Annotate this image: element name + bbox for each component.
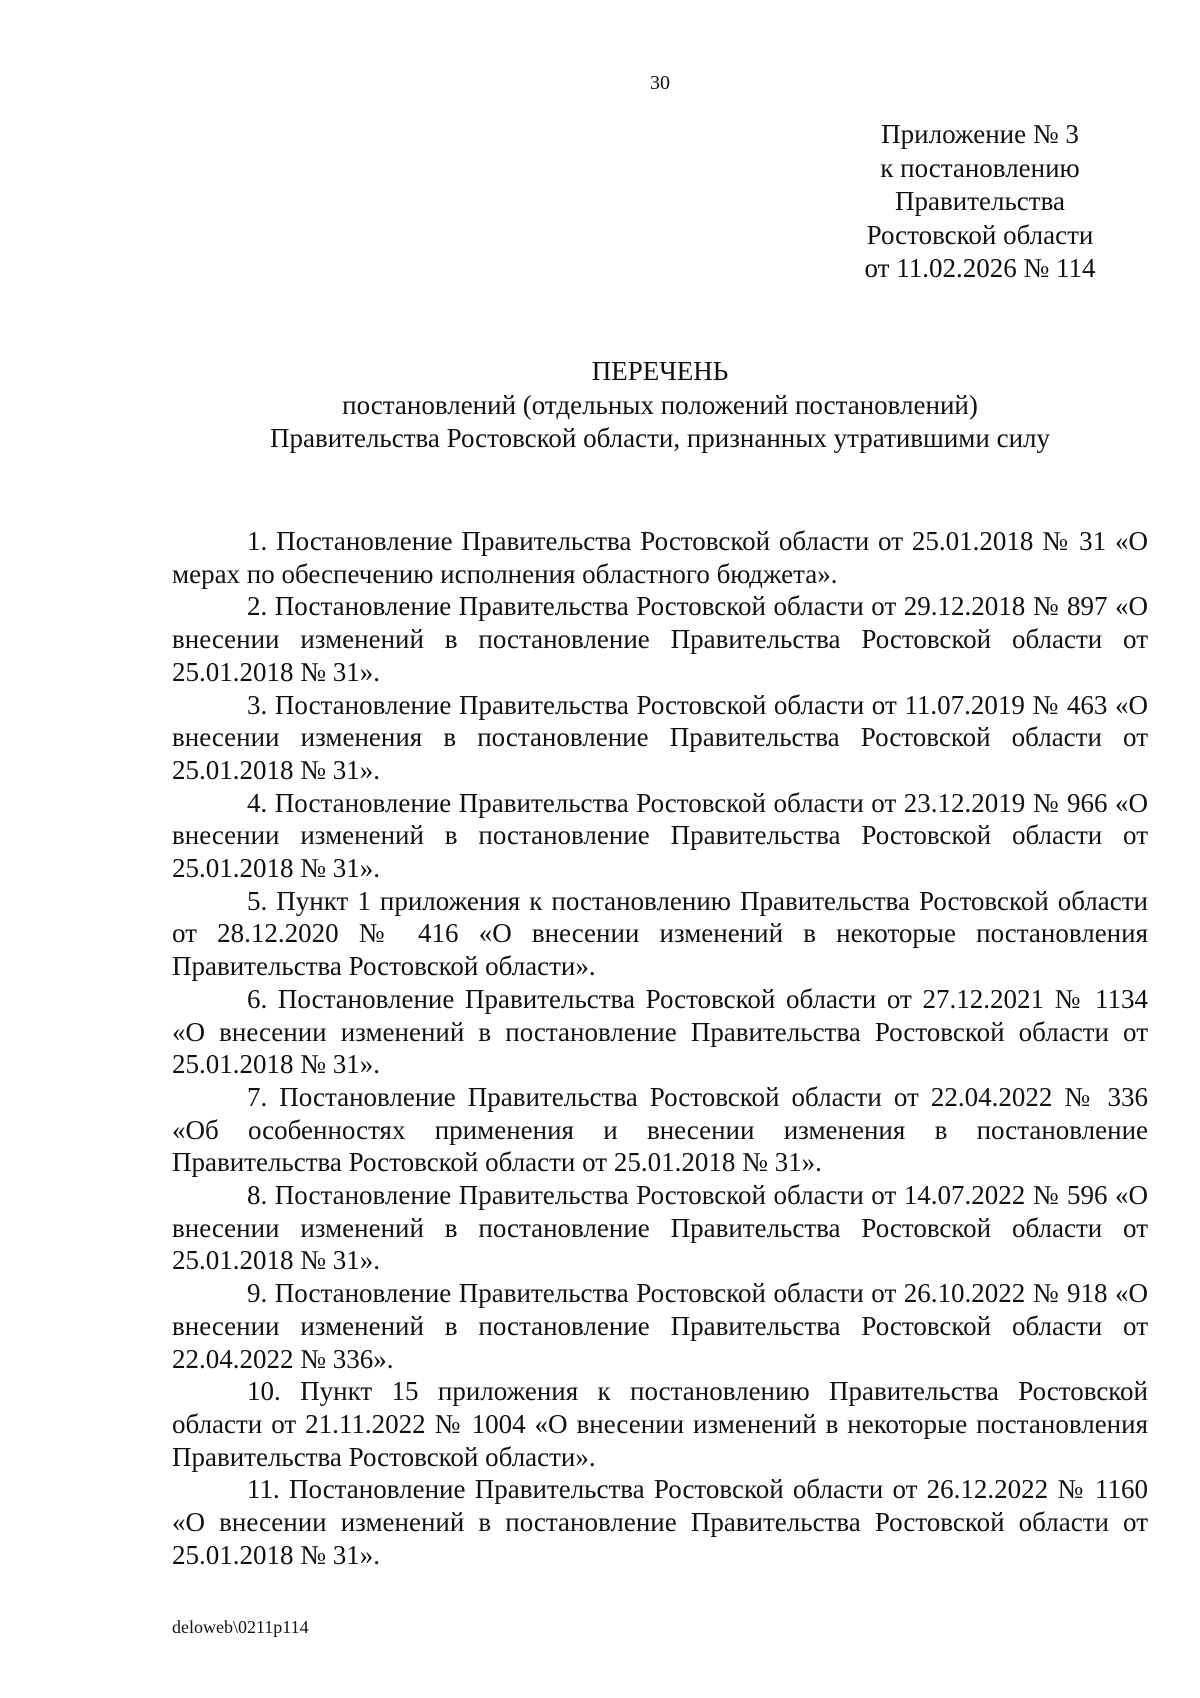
- footer-file-code: deloweb\0211p114: [172, 1617, 309, 1637]
- list-item: 7. Постановление Правительства Ростовской области от 22.04.2022 № 336 «Об особенностях применения и внесении изменения в постановление Правительства Ростовской области от 25.01.2018 № 31».: [172, 1081, 1148, 1178]
- list-item: 9. Постановление Правительства Ростовской области от 26.10.2022 № 918 «О внесении изменений в постановление Правительства Ростовской области от 22.04.2022 № 336».: [172, 1278, 1148, 1374]
- appendix-line: Ростовской области: [866, 219, 1094, 250]
- list-item: 2. Постановление Правительства Ростовской области от 29.12.2018 № 897 «О внесении изменений в постановление Правительства Ростовской области от 25.01.2018 № 31».: [172, 591, 1148, 687]
- title-heading: ПЕРЕЧЕНЬ: [591, 356, 729, 386]
- appendix-line: Правительства: [895, 186, 1065, 216]
- list-item: 6. Постановление Правительства Ростовской области от 27.12.2021 № 1134 «О внесении изменений в постановление Правительства Ростовской области от 25.01.2018 № 31».: [172, 983, 1148, 1080]
- document-title: [172, 355, 1148, 456]
- list-item: 3. Постановление Правительства Ростовской области от 11.07.2019 № 463 «О внесении изменения в постановление Правительства Ростовской области от 25.01.2018 № 31».: [172, 689, 1148, 785]
- appendix-block: [845, 118, 1115, 286]
- list-item: 4. Постановление Правительства Ростовской области от 23.12.2019 № 966 «О внесении изменений в постановление Правительства Ростовской области от 25.01.2018 № 31».: [172, 787, 1148, 884]
- appendix-line: Приложение № 3: [881, 119, 1079, 149]
- list-item: 11. Постановление Правительства Ростовской области от 26.12.2022 № 1160 «О внесении изменений в постановление Правительства Ростовской области от 25.01.2018 № 31».: [172, 1474, 1148, 1570]
- list-item: 10. Пункт 15 приложения к постановлению Правительства Ростовской области от 21.11.2022 № 1004 «О внесении изменений в некоторые постановления Правительства Ростовской области».: [172, 1376, 1148, 1472]
- list-item: 5. Пункт 1 приложения к постановлению Правительства Ростовской области от 28.12.2020 № 416 «О внесении изменений в некоторые постановления Правительства Ростовской области».: [172, 885, 1148, 982]
- appendix-line: от 11.02.2026 № 114: [864, 253, 1096, 283]
- items-list: [172, 525, 1148, 1572]
- title-subtitle: Правительства Ростовской области, признанных утратившими силу: [269, 423, 1050, 453]
- appendix-line: к постановлению: [880, 152, 1080, 183]
- page-number: 30: [650, 72, 670, 94]
- list-item: 8. Постановление Правительства Ростовской области от 14.07.2022 № 596 «О внесении изменений в постановление Правительства Ростовской области от 25.01.2018 № 31».: [172, 1180, 1148, 1276]
- list-item: 1. Постановление Правительства Ростовской области от 25.01.2018 № 31 «О мерах по обеспечению исполнения областного бюджета».: [172, 526, 1148, 589]
- title-subtitle: постановлений (отдельных положений постановлений): [342, 389, 978, 420]
